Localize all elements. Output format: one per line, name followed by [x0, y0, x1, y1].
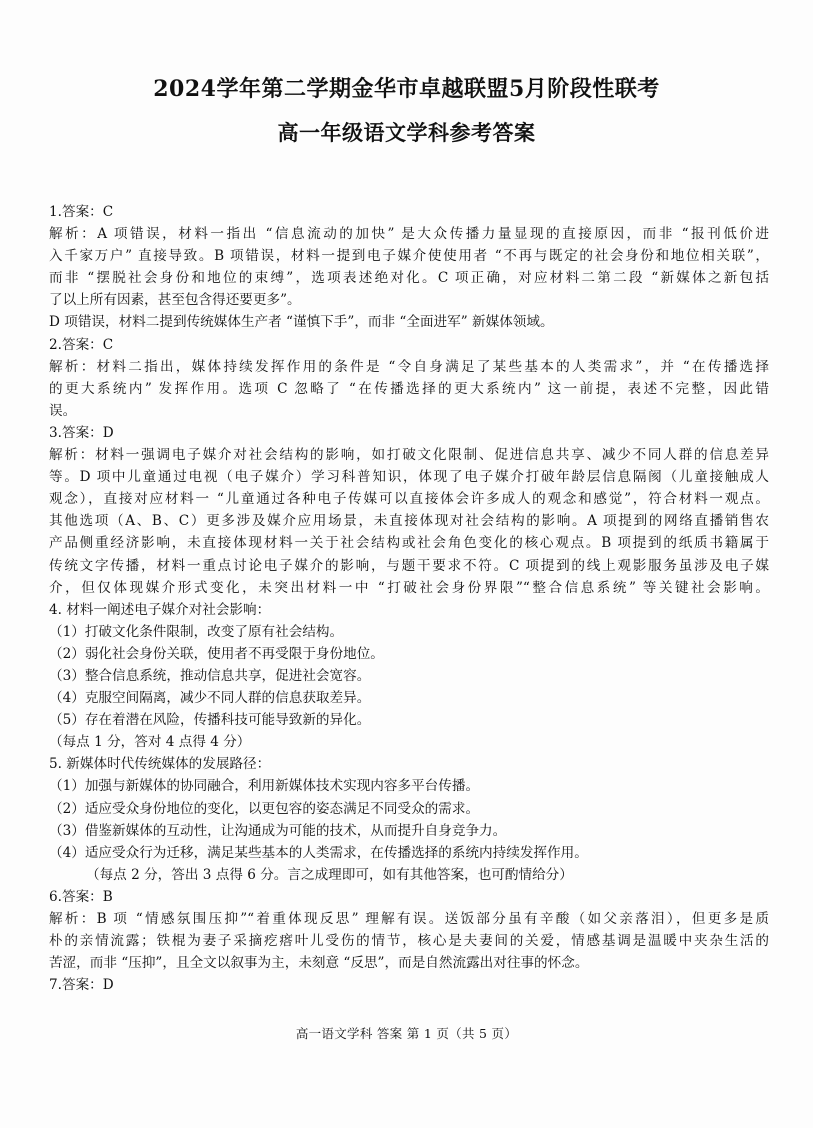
explanation-line: 观念），直接对应材料一 “儿童通过各种电子传媒可以直接体会许多成人的观念和感觉”，符合材料一观点。	[49, 491, 769, 508]
explanation-line: 误。	[49, 402, 77, 419]
explanation-line: 了以上所有因素，甚至包含得还要更多”。	[49, 292, 301, 309]
explanation-line: 等。D 项中儿童通过电视（电子媒介）学习科普知识，体现了电子媒介打破年龄层信息隔阂（儿童接触成人	[49, 469, 769, 486]
page-footer: 高一语文学科 答案 第 1 页（共 5 页）	[295, 1026, 518, 1041]
list-item: （4）适应受众行为迁移，满足某些基本的人类需求，在传播选择的系统内持续发挥作用。	[49, 844, 588, 861]
list-item: （3）整合信息系统，推动信息共享，促进社会宽容。	[49, 667, 371, 684]
explanation-line: 苦涩，而非 “压抑”，且全文以叙事为主，未刻意 “反思”，而是自然流露出对往事的怀念。	[49, 955, 589, 972]
list-item: （2）弱化社会身份关联，使用者不再受限于身份地位。	[49, 645, 384, 662]
list-item: （2）适应受众身份地位的变化，以更包容的姿态满足不同受众的需求。	[49, 800, 480, 817]
list-item: （5）存在着潜在风险，传播科技可能导致新的异化。	[49, 712, 371, 729]
answer-heading-7: 7.答案：D	[49, 977, 114, 994]
explanation-line: 介，但仅体现媒介形式变化，未突出材料一中 “打破社会身份界限”“整合信息系统” 等关键社会影响。	[49, 579, 769, 596]
list-item: （1）加强与新媒体的协同融合，利用新媒体技术实现内容多平台传播。	[49, 778, 480, 795]
answer-heading-6: 6.答案：B	[49, 888, 113, 905]
explanation-line: 入千家万户” 直接导致。B 项错误，材料一提到电子媒介使使用者 “不再与既定的社会身份和地位相关联”，	[49, 248, 769, 265]
explanation-line: 传统文字传播，材料一重点讨论电子媒介的影响，与题干要求不符。C 项提到的线上观影服务虽涉及电子媒	[49, 557, 769, 574]
answer-heading-4: 4. 材料一阐述电子媒介对社会影响：	[49, 601, 271, 618]
explanation-line: 朴的亲情流露；铁棍为妻子采摘疙瘩叶儿受伤的情节，核心是夫妻间的关爱，情感基调是温暖中夹杂生活的	[49, 933, 769, 950]
list-item: （4）克服空间隔离，减少不同人群的信息获取差异。	[49, 690, 371, 707]
explanation-line: 产品侧重经济影响，未直接体现材料一关于社会结构或社会角色变化的核心观点。B 项提到的纸质书籍属于	[49, 535, 769, 552]
answer-heading-3: 3.答案：D	[49, 424, 114, 441]
explanation-line: D 项错误，材料二提到传统媒体生产者 “谨慎下手”，而非 “全面进军” 新媒体领域。	[49, 314, 554, 331]
answer-heading-2: 2.答案：C	[49, 336, 114, 353]
explanation-line: 解析：材料一强调电子媒介对社会结构的影响，如打破文化限制、促进信息共享、减少不同人群的信息差异	[49, 447, 769, 464]
explanation-line: 解析：B 项 “情感氛围压抑”“着重体现反思” 理解有误。送饭部分虽有辛酸（如父亲落泪），但更多是质	[49, 911, 769, 927]
scoring-note: （每点 1 分，答对 4 点得 4 分）	[49, 734, 251, 751]
explanation-line: 的更大系统内” 发挥作用。选项 C 忽略了 “在传播选择的更大系统内” 这一前提，表述不完整，因此错	[49, 380, 769, 397]
explanation-line: 解析：A 项错误，材料一指出 “信息流动的加快” 是大众传播力量显现的直接原因，而非 “报刊低价进	[49, 226, 769, 243]
explanation-line: 其他选项（A、B、C）更多涉及媒介应用场景，未直接体现对社会结构的影响。A 项提到的网络直播销售农	[49, 513, 769, 530]
list-item: （3）借鉴新媒体的互动性，让沟通成为可能的技术，从而提升自身竞争力。	[49, 822, 507, 839]
answer-heading-5: 5. 新媒体时代传统媒体的发展路径：	[49, 756, 271, 773]
page-subtitle: 高一年级语文学科参考答案	[277, 120, 536, 145]
answer-body	[49, 201, 769, 996]
scoring-note: （每点 2 分，答出 3 点得 6 分。言之成理即可，如有其他答案，也可酌情给分）	[86, 866, 573, 883]
page-title: 2024学年第二学期金华市卓越联盟5月阶段性联考	[153, 76, 660, 102]
explanation-line: 而非 “摆脱社会身份和地位的束缚”，选项表述绝对化。C 项正确，对应材料二第二段 “新媒体之新包括	[49, 270, 769, 287]
list-item: （1）打破文化条件限制，改变了原有社会结构。	[49, 623, 344, 640]
explanation-line: 解析：材料二指出，媒体持续发挥作用的条件是 “令自身满足了某些基本的人类需求”，并 “在传播选择	[49, 358, 769, 375]
answer-heading-1: 1.答案：C	[49, 204, 114, 220]
